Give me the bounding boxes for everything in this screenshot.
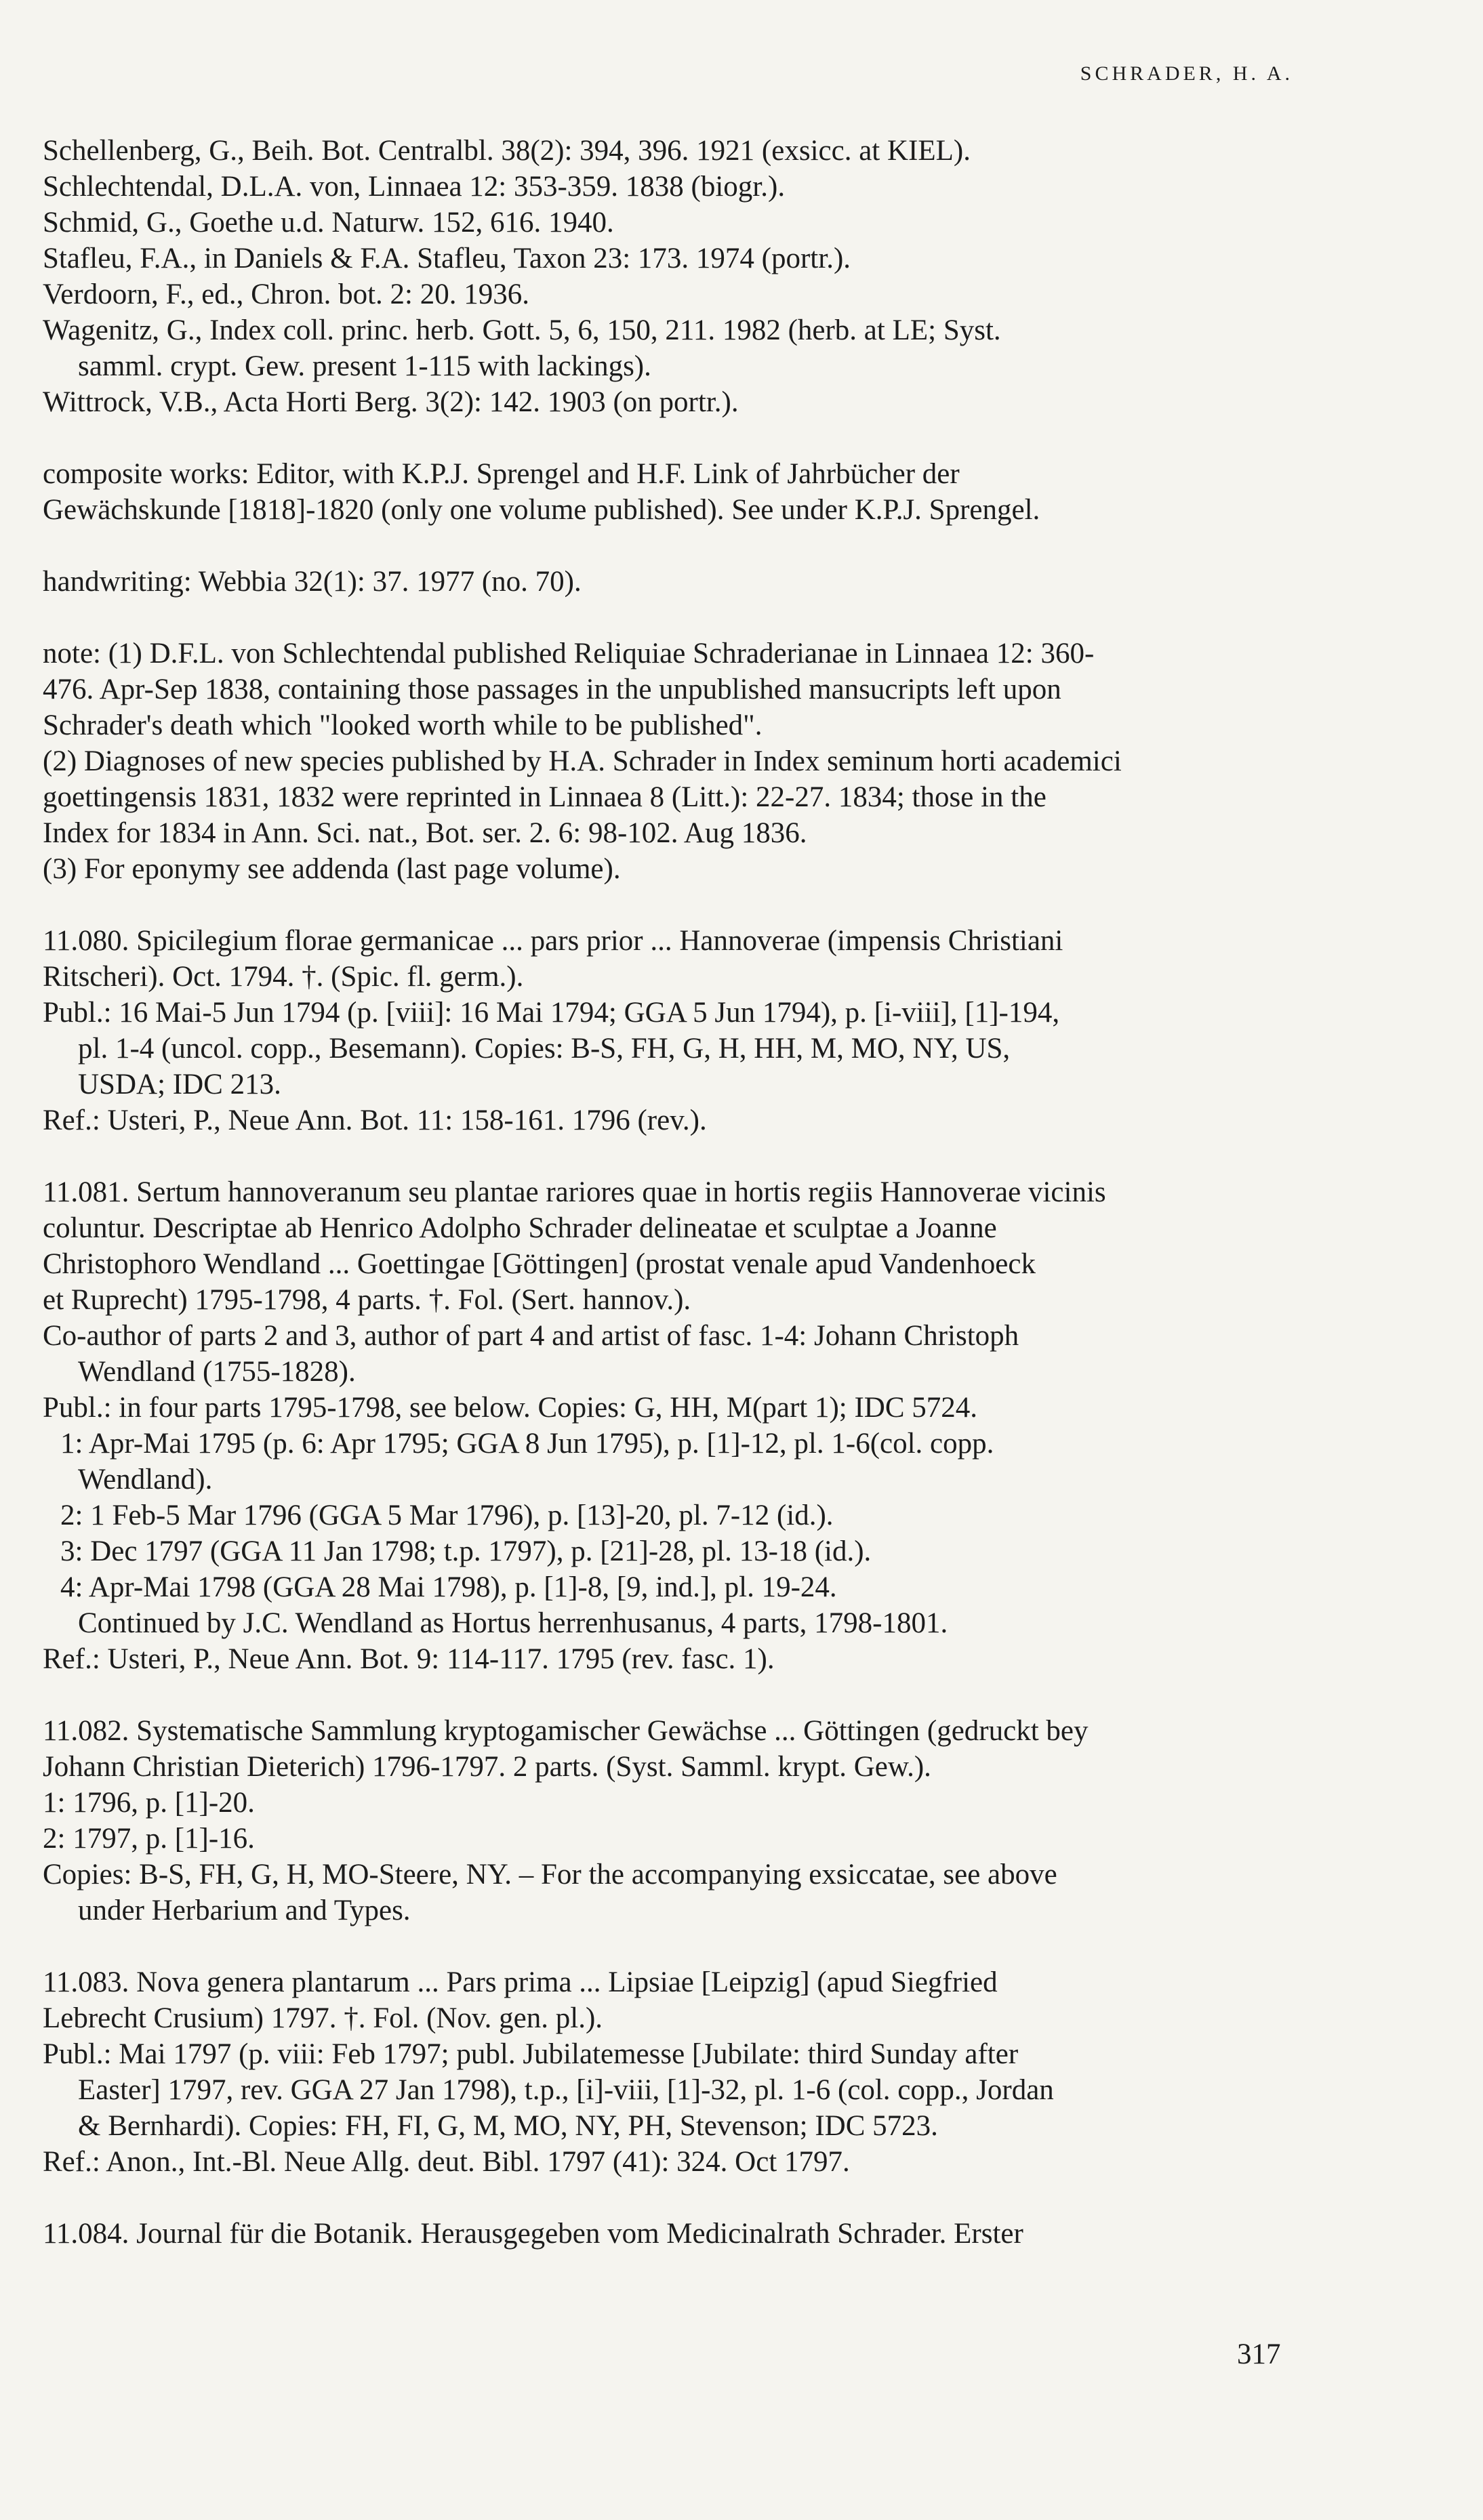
- page-content: [43, 133, 1290, 2252]
- entry-line: 1: 1796, p. [1]-20.: [43, 1787, 255, 1819]
- entry-line: Copies: B-S, FH, G, H, MO-Steere, NY. – For the accompanying exsiccatae, see above: [43, 1859, 1057, 1891]
- entry-line: Publ.: Mai 1797 (p. viii: Feb 1797; publ. Jubilatemesse [Jubilate: third Sunday after: [43, 2038, 1019, 2070]
- entry-line: USDA; IDC 213.: [78, 1069, 281, 1100]
- entry-line: Ritscheri). Oct. 1794. †. (Spic. fl. germ.).: [43, 961, 524, 993]
- entry-line: Co-author of parts 2 and 3, author of part 4 and artist of fasc. 1-4: Johann Christoph: [43, 1320, 1019, 1352]
- entry-11-083: [43, 1964, 1290, 2180]
- entry-line: under Herbarium and Types.: [78, 1895, 411, 1926]
- entry-line: Johann Christian Dieterich) 1796-1797. 2 parts. (Syst. Samml. krypt. Gew.).: [43, 1751, 931, 1783]
- entry-line: 2: 1797, p. [1]-16.: [43, 1823, 255, 1855]
- entry-line: Ref.: Anon., Int.-Bl. Neue Allg. deut. Bibl. 1797 (41): 324. Oct 1797.: [43, 2146, 850, 2178]
- entry-line: 1: Apr-Mai 1795 (p. 6: Apr 1795; GGA 8 Jun 1795), p. [1]-12, pl. 1-6(col. copp.: [60, 1428, 994, 1460]
- composite-works-line: composite works: Editor, with K.P.J. Sprengel and H.F. Link of Jahrbücher der: [43, 458, 960, 490]
- entry-line: 4: Apr-Mai 1798 (GGA 28 Mai 1798), p. [1]-8, [9, ind.], pl. 19-24.: [60, 1571, 837, 1603]
- note-line: goettingensis 1831, 1832 were reprinted in Linnaea 8 (Litt.): 22-27. 1834; those in the: [43, 781, 1047, 813]
- reference-line: Stafleu, F.A., in Daniels & F.A. Stafleu, Taxon 23: 173. 1974 (portr.).: [43, 243, 851, 274]
- entry-line: pl. 1-4 (uncol. copp., Besemann). Copies: B-S, FH, G, H, HH, M, MO, NY, US,: [78, 1033, 1011, 1065]
- entry-line: Christophoro Wendland ... Goettingae [Göttingen] (prostat venale apud Vandenhoeck: [43, 1248, 1036, 1280]
- entry-line: Ref.: Usteri, P., Neue Ann. Bot. 9: 114-117. 1795 (rev. fasc. 1).: [43, 1643, 775, 1675]
- composite-works-section: [43, 456, 1290, 528]
- entry-line: Continued by J.C. Wendland as Hortus herrenhusanus, 4 parts, 1798-1801.: [78, 1607, 948, 1639]
- entry-line: Easter] 1797, rev. GGA 27 Jan 1798), t.p., [i]-viii, [1]-32, pl. 1-6 (col. copp., Jordan: [78, 2074, 1054, 2106]
- reference-line: Wittrock, V.B., Acta Horti Berg. 3(2): 142. 1903 (on portr.).: [43, 386, 739, 418]
- note-line: Schrader's death which "looked worth while to be published".: [43, 709, 763, 741]
- entry-line: Ref.: Usteri, P., Neue Ann. Bot. 11: 158-161. 1796 (rev.).: [43, 1104, 707, 1136]
- entry-line: 11.084. Journal für die Botanik. Herausgegeben vom Medicinalrath Schrader. Erster: [43, 2218, 1023, 2250]
- references-block: [43, 133, 1290, 420]
- entry-11-080: [43, 923, 1290, 1138]
- reference-line: samml. crypt. Gew. present 1-115 with lackings).: [78, 350, 651, 382]
- running-head: SCHRADER, H. A.: [1080, 62, 1293, 85]
- note-line: (3) For eponymy see addenda (last page volume).: [43, 853, 621, 885]
- entry-line: & Bernhardi). Copies: FH, FI, G, M, MO, NY, PH, Stevenson; IDC 5723.: [78, 2110, 938, 2142]
- reference-line: Schmid, G., Goethe u.d. Naturw. 152, 616. 1940.: [43, 207, 614, 239]
- entry-line: 2: 1 Feb-5 Mar 1796 (GGA 5 Mar 1796), p. [13]-20, pl. 7-12 (id.).: [60, 1500, 834, 1531]
- page-number: 317: [1237, 2338, 1281, 2370]
- entry-line: 3: Dec 1797 (GGA 11 Jan 1798; t.p. 1797), p. [21]-28, pl. 13-18 (id.).: [60, 1535, 872, 1567]
- handwriting-line: handwriting: Webbia 32(1): 37. 1977 (no. 70).: [43, 566, 582, 598]
- entry-line: et Ruprecht) 1795-1798, 4 parts. †. Fol. (Sert. hannov.).: [43, 1284, 691, 1316]
- entry-line: Wendland).: [78, 1464, 213, 1495]
- note-section: [43, 636, 1290, 887]
- entry-line: Publ.: in four parts 1795-1798, see below. Copies: G, HH, M(part 1); IDC 5724.: [43, 1392, 978, 1424]
- note-line: (2) Diagnoses of new species published by H.A. Schrader in Index seminum horti academici: [43, 745, 1122, 777]
- note-line: 476. Apr-Sep 1838, containing those passages in the unpublished mansucripts left upon: [43, 674, 1061, 705]
- entry-11-084: [43, 2216, 1290, 2252]
- reference-line: Schlechtendal, D.L.A. von, Linnaea 12: 353-359. 1838 (biogr.).: [43, 171, 786, 203]
- reference-line: Wagenitz, G., Index coll. princ. herb. Gott. 5, 6, 150, 211. 1982 (herb. at LE; Syst.: [43, 314, 1001, 346]
- entry-line: coluntur. Descriptae ab Henrico Adolpho Schrader delineatae et sculptae a Joanne: [43, 1212, 997, 1244]
- reference-line: Schellenberg, G., Beih. Bot. Centralbl. 38(2): 394, 396. 1921 (exsicc. at KIEL).: [43, 135, 971, 167]
- reference-line: Verdoorn, F., ed., Chron. bot. 2: 20. 1936.: [43, 278, 529, 310]
- entry-11-082: [43, 1713, 1290, 1928]
- entry-11-081: [43, 1174, 1290, 1677]
- entry-line: Lebrecht Crusium) 1797. †. Fol. (Nov. gen. pl.).: [43, 2002, 603, 2034]
- entry-line: 11.081. Sertum hannoveranum seu plantae rariores quae in hortis regiis Hannoverae vicinis: [43, 1176, 1106, 1208]
- entry-line: 11.082. Systematische Sammlung kryptogamischer Gewächse ... Göttingen (gedruckt bey: [43, 1715, 1089, 1747]
- note-line: note: (1) D.F.L. von Schlechtendal published Reliquiae Schraderianae in Linnaea 12: 360-: [43, 638, 1095, 669]
- note-line: Index for 1834 in Ann. Sci. nat., Bot. ser. 2. 6: 98-102. Aug 1836.: [43, 817, 807, 849]
- handwriting-section: [43, 564, 1290, 600]
- entry-line: Publ.: 16 Mai-5 Jun 1794 (p. [viii]: 16 Mai 1794; GGA 5 Jun 1794), p. [i-viii], [1]-194,: [43, 997, 1060, 1029]
- composite-works-line: Gewächskunde [1818]-1820 (only one volume published). See under K.P.J. Sprengel.: [43, 494, 1040, 526]
- entry-line: 11.083. Nova genera plantarum ... Pars prima ... Lipsiae [Leipzig] (apud Siegfried: [43, 1966, 998, 1998]
- entry-line: 11.080. Spicilegium florae germanicae ... pars prior ... Hannoverae (impensis Christiani: [43, 925, 1063, 957]
- entry-line: Wendland (1755-1828).: [78, 1356, 356, 1388]
